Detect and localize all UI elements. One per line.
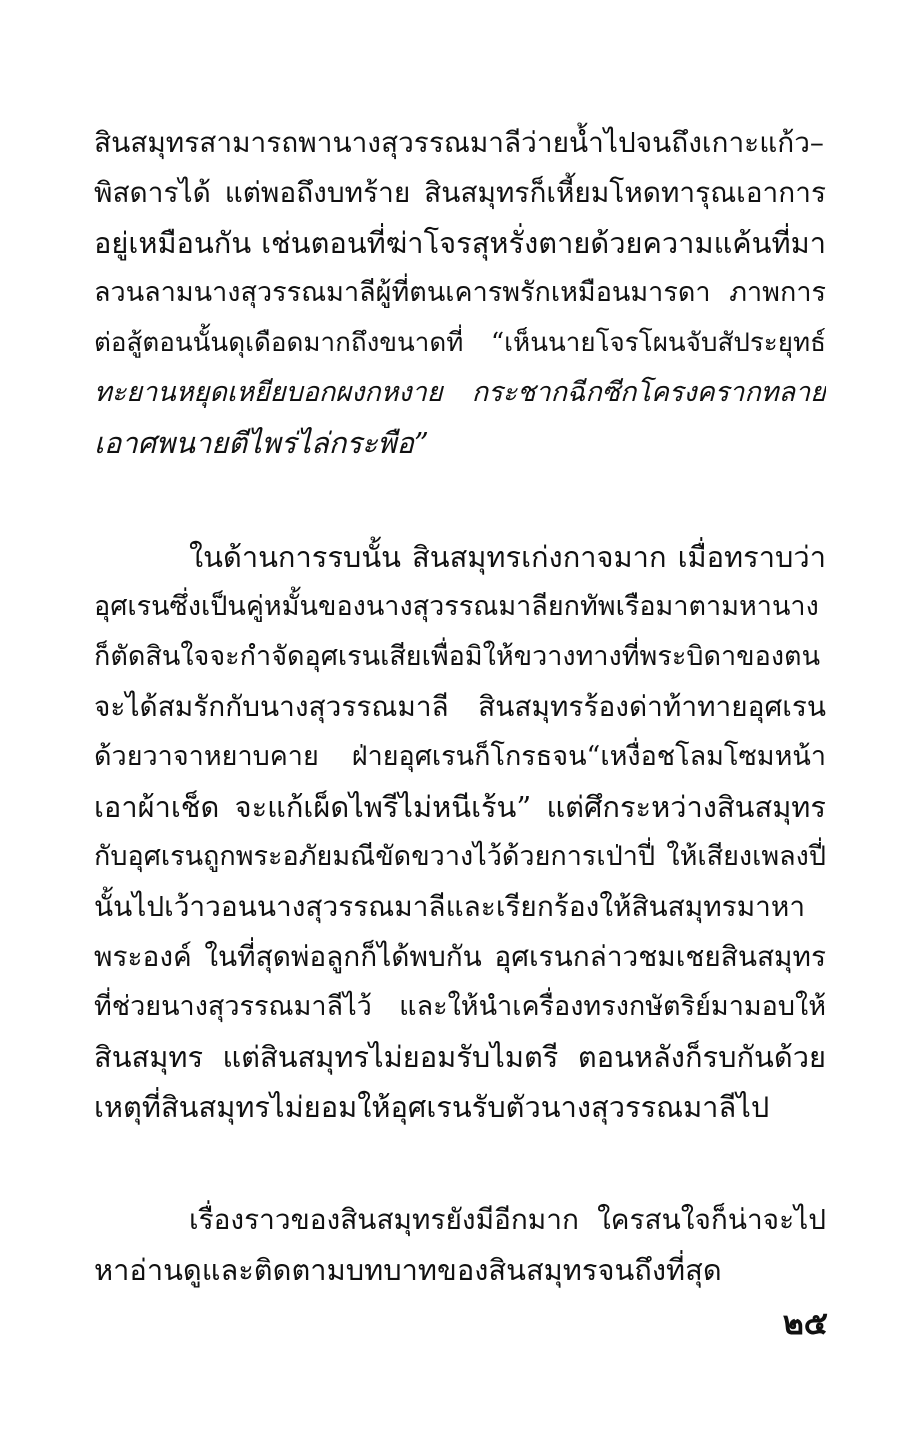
paragraph-2	[94, 532, 826, 1132]
text-line: ลวนลามนางสุวรรณมาลีผู้ที่ตนเคารพรักเหมือนมารดา ภาพการ	[94, 277, 826, 308]
text-line: หาอ่านดูและติดตามบทบาทของสินสมุทรจนถึงที่สุด	[94, 1253, 722, 1287]
text-line: สินสมุทรสามารถพานางสุวรรณมาลีว่ายน้ำไปจนถึงเกาะแก้ว–	[94, 126, 824, 159]
page-number: ๒๕	[782, 1304, 828, 1342]
text-line: อุศเรนซึ่งเป็นคู่หมั้นของนางสุวรรณมาลียกทัพเรือมาตามหานาง	[94, 591, 819, 622]
text-line: พระองค์ ในที่สุดพ่อลูกก็ได้พบกัน อุศเรนกล่าวชมเชยสินสมุทร	[94, 940, 826, 973]
text-line: จะได้สมรักกับนางสุวรรณมาลี สินสมุทรร้องด่าท้าทายอุศเรน	[94, 690, 826, 723]
text-line: ก็ตัดสินใจจะกำจัดอุศเรนเสียเพื่อมิให้ขวางทางที่พระบิดาของตน	[94, 641, 821, 672]
text-line: ที่ช่วยนางสุวรรณมาลีไว้ และให้นำเครื่องทรงกษัตริย์มามอบให้	[94, 991, 826, 1022]
text-line: กับอุศเรนถูกพระอภัยมณีขัดขวางไว้ด้วยการเป่าปี่ ให้เสียงเพลงปี่	[94, 841, 826, 872]
text-line: ในด้านการรบนั้น สินสมุทรเก่งกาจมาก เมื่อทราบว่า	[189, 540, 826, 574]
quoted-verse-line: เอาศพนายตีไพร่ไล่กระพือ”	[94, 426, 429, 460]
text-line: ต่อสู้ตอนนั้นดุเดือดมากถึงขนาดที่ “เห็นนายโจรโผนจับสัประยุทธ์	[94, 328, 826, 358]
paragraph-1	[94, 118, 826, 468]
text-line: อยู่เหมือนกัน เช่นตอนที่ฆ่าโจรสุหรั่งตายด้วยความแค้นที่มา	[94, 226, 826, 260]
paragraph-3	[94, 1195, 826, 1295]
text-line: เอาผ้าเช็ด จะแก้เผ็ดไพรีไม่หนีเร้น” แต่ศึกระหว่างสินสมุทร	[94, 790, 826, 824]
text-line: เหตุที่สินสมุทรไม่ยอมให้อุศเรนรับตัวนางสุวรรณมาลีไป	[94, 1090, 770, 1124]
quoted-verse-line: ทะยานหยุดเหยียบอกผงกหงาย กระชากฉีกซีกโครงครากทลาย	[94, 377, 826, 408]
text-line: เรื่องราวของสินสมุทรยังมีอีกมาก ใครสนใจก็น่าจะไป	[189, 1203, 826, 1236]
text-line: ด้วยวาจาหยาบคาย ฝ่ายอุศเรนก็โกรธจน“เหงื่อชโลมโซมหน้า	[94, 741, 826, 772]
text-line: นั้นไปเว้าวอนนางสุวรรณมาลีและเรียกร้องให้สินสมุทรมาหา	[94, 890, 806, 923]
text-line: พิสดารได้ แต่พอถึงบทร้าย สินสมุทรก็เหี้ยมโหดทารุณเอาการ	[94, 176, 826, 209]
text-line: สินสมุทร แต่สินสมุทรไม่ยอมรับไมตรี ตอนหลังก็รบกันด้วย	[94, 1040, 826, 1074]
